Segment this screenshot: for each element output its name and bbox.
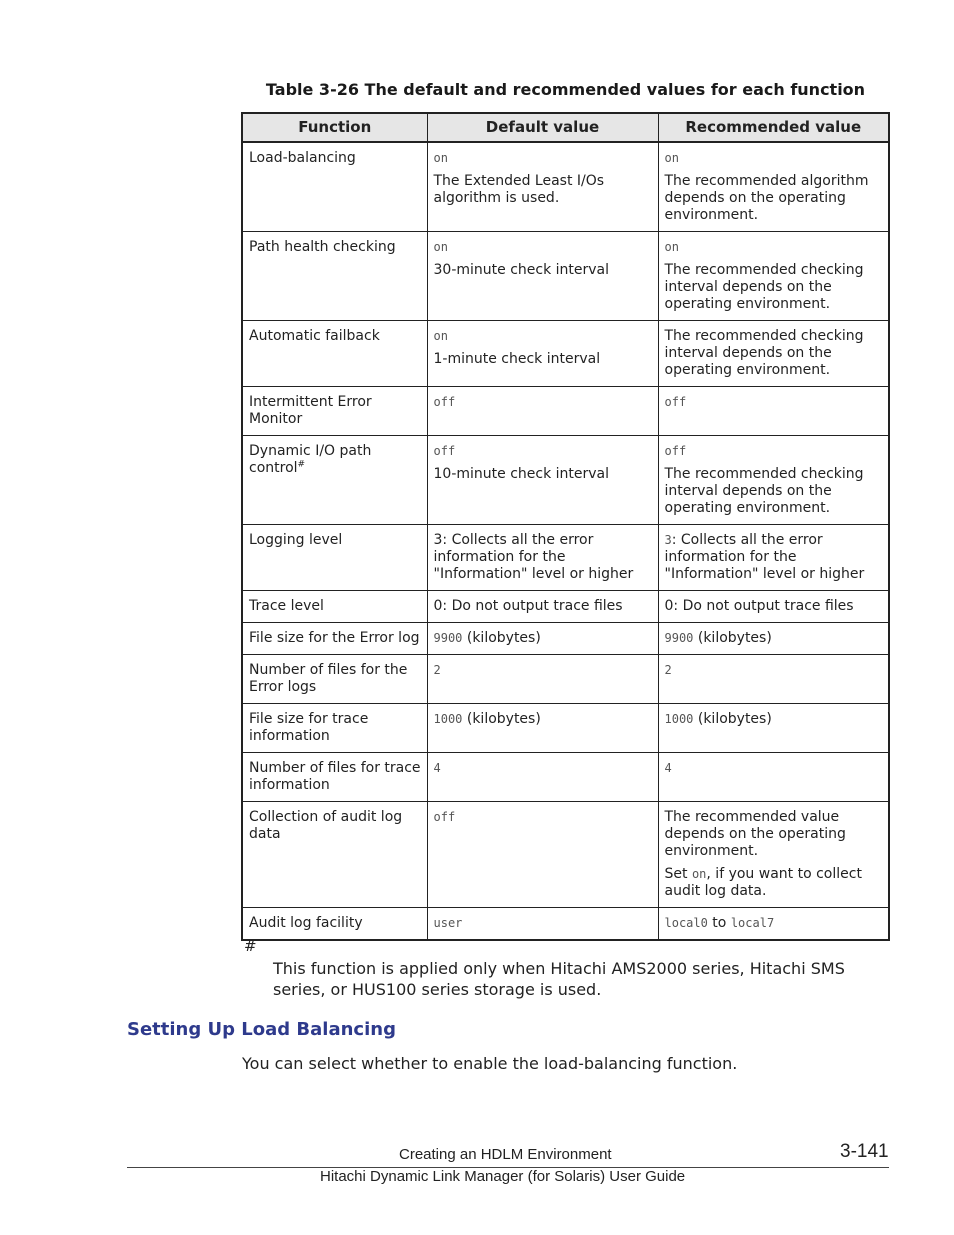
function-name: Dynamic I/O path control xyxy=(249,443,372,476)
cell-paragraph xyxy=(434,630,653,647)
cell-paragraph xyxy=(434,532,653,583)
code-value: off xyxy=(433,810,456,824)
code-value: off xyxy=(433,444,456,458)
cell-default-value xyxy=(427,753,658,802)
table-row xyxy=(242,802,889,908)
cell-default-value xyxy=(427,321,658,387)
text-value: (kilobytes) xyxy=(693,711,772,727)
cell-function xyxy=(242,436,427,525)
cell-paragraph xyxy=(665,662,884,679)
cell-paragraph xyxy=(434,173,653,207)
cell-paragraph xyxy=(434,239,653,256)
text-value: 1-minute check interval xyxy=(433,351,601,367)
cell-function xyxy=(242,704,427,753)
cell-paragraph xyxy=(665,630,884,647)
text-value: The recommended value depends on the operating environment. xyxy=(664,809,846,859)
cell-paragraph xyxy=(434,598,653,615)
table-row xyxy=(242,142,889,232)
cell-paragraph xyxy=(665,262,884,313)
text-value: The recommended checking interval depends on the operating environment. xyxy=(664,328,864,378)
cell-default-value xyxy=(427,525,658,591)
text-value: Set xyxy=(664,866,692,882)
cell-paragraph xyxy=(665,915,884,932)
cell-default-value xyxy=(427,623,658,655)
text-value: 0: Do not output trace files xyxy=(433,598,623,614)
cell-default-value xyxy=(427,232,658,321)
cell-function xyxy=(242,753,427,802)
cell-paragraph xyxy=(665,239,884,256)
cell-paragraph xyxy=(434,760,653,777)
cell-recommended-value xyxy=(658,436,889,525)
text-value: 30-minute check interval xyxy=(433,262,610,278)
function-name: Path health checking xyxy=(249,239,396,255)
code-value: on xyxy=(433,240,448,254)
text-value: 10-minute check interval xyxy=(433,466,610,482)
cell-paragraph xyxy=(665,173,884,224)
footer-guide-title: Hitachi Dynamic Link Manager (for Solaris) User Guide xyxy=(320,1168,686,1185)
code-value: 2 xyxy=(664,663,672,677)
function-name: Trace level xyxy=(249,598,324,614)
code-value: user xyxy=(433,916,463,930)
cell-recommended-value xyxy=(658,655,889,704)
section-body: You can select whether to enable the load-balancing function. xyxy=(242,1054,738,1073)
cell-function xyxy=(242,591,427,623)
table-row xyxy=(242,655,889,704)
cell-default-value xyxy=(427,591,658,623)
cell-recommended-value xyxy=(658,387,889,436)
cell-paragraph xyxy=(665,866,884,900)
code-value: on xyxy=(433,329,448,343)
code-value: 4 xyxy=(433,761,441,775)
table-body xyxy=(242,142,889,940)
table-row xyxy=(242,591,889,623)
cell-paragraph xyxy=(434,466,653,483)
cell-function xyxy=(242,908,427,941)
page-number: 3-141 xyxy=(840,1141,889,1162)
cell-paragraph xyxy=(665,760,884,777)
table-row xyxy=(242,525,889,591)
section-heading: Setting Up Load Balancing xyxy=(127,1019,396,1040)
function-name: Number of files for trace information xyxy=(249,760,421,793)
cell-paragraph xyxy=(434,150,653,167)
code-value: 2 xyxy=(433,663,441,677)
table-row xyxy=(242,623,889,655)
text-value: The recommended algorithm depends on the operating environment. xyxy=(664,173,869,223)
code-value: on xyxy=(433,151,448,165)
cell-paragraph xyxy=(665,809,884,860)
cell-recommended-value xyxy=(658,142,889,232)
code-value: local0 xyxy=(664,916,708,930)
cell-recommended-value xyxy=(658,591,889,623)
text-value: (kilobytes) xyxy=(462,630,541,646)
code-value: 4 xyxy=(664,761,672,775)
cell-function xyxy=(242,387,427,436)
function-name: Collection of audit log data xyxy=(249,809,403,842)
table-row xyxy=(242,436,889,525)
code-value: on xyxy=(664,151,679,165)
cell-function xyxy=(242,321,427,387)
footnote-mark: # xyxy=(244,937,257,955)
cell-paragraph xyxy=(665,466,884,517)
footer-chapter: Creating an HDLM Environment xyxy=(399,1146,612,1163)
cell-recommended-value xyxy=(658,232,889,321)
cell-paragraph xyxy=(434,328,653,345)
cell-default-value xyxy=(427,142,658,232)
table-row xyxy=(242,908,889,941)
code-value: on xyxy=(691,867,707,881)
cell-function xyxy=(242,232,427,321)
cell-recommended-value xyxy=(658,753,889,802)
code-value: 1000 xyxy=(433,712,463,726)
cell-default-value xyxy=(427,655,658,704)
cell-default-value xyxy=(427,436,658,525)
cell-default-value xyxy=(427,704,658,753)
cell-paragraph xyxy=(434,809,653,826)
function-name: Logging level xyxy=(249,532,343,548)
function-name: File size for the Error log xyxy=(249,630,420,646)
code-value: off xyxy=(664,395,687,409)
cell-default-value xyxy=(427,908,658,941)
code-value: on xyxy=(664,240,679,254)
code-value: off xyxy=(664,444,687,458)
table-caption: Table 3-26 The default and recommended values for each function xyxy=(265,80,866,99)
text-value: 3: Collects all the error information for the "Information" level or higher xyxy=(433,532,634,582)
cell-recommended-value xyxy=(658,321,889,387)
table-row xyxy=(242,232,889,321)
text-value: (kilobytes) xyxy=(693,630,772,646)
footnote-text: This function is applied only when Hitachi AMS2000 series, Hitachi SMS series, or HUS100 series storage is used. xyxy=(273,959,845,999)
code-value: local7 xyxy=(730,916,775,930)
cell-paragraph xyxy=(665,443,884,460)
cell-function xyxy=(242,623,427,655)
text-value: The recommended checking interval depends on the operating environment. xyxy=(664,262,864,312)
cell-default-value xyxy=(427,802,658,908)
code-value: 9900 xyxy=(433,631,463,645)
cell-function xyxy=(242,142,427,232)
cell-recommended-value xyxy=(658,623,889,655)
text-value: The recommended checking interval depends on the operating environment. xyxy=(664,466,864,516)
cell-paragraph xyxy=(434,915,653,932)
code-value: 1000 xyxy=(664,712,694,726)
code-value: off xyxy=(433,395,456,409)
cell-function xyxy=(242,655,427,704)
cell-paragraph xyxy=(665,532,884,583)
text-value: (kilobytes) xyxy=(462,711,541,727)
text-value: , if you want to collect audit log data. xyxy=(664,866,862,899)
cell-recommended-value xyxy=(658,704,889,753)
cell-paragraph xyxy=(434,394,653,411)
cell-function xyxy=(242,525,427,591)
cell-paragraph xyxy=(434,662,653,679)
table-header-row xyxy=(242,113,889,142)
cell-paragraph xyxy=(434,711,653,728)
cell-recommended-value xyxy=(658,802,889,908)
cell-paragraph xyxy=(665,394,884,411)
function-name: Load-balancing xyxy=(249,150,356,166)
cell-paragraph xyxy=(434,443,653,460)
cell-paragraph xyxy=(665,328,884,379)
defaults-table xyxy=(241,112,890,941)
code-value: 3 xyxy=(664,533,672,547)
function-name: Number of files for the Error logs xyxy=(249,662,408,695)
cell-paragraph xyxy=(665,150,884,167)
function-name: Automatic failback xyxy=(249,328,380,344)
table-row xyxy=(242,321,889,387)
table-row xyxy=(242,753,889,802)
cell-recommended-value xyxy=(658,908,889,941)
function-name: Intermittent Error Monitor xyxy=(249,394,372,427)
cell-function xyxy=(242,802,427,908)
column-header-recommended: Recommended value xyxy=(658,113,889,142)
cell-default-value xyxy=(427,387,658,436)
footnote-ref: # xyxy=(297,459,306,470)
column-header-function: Function xyxy=(242,113,427,142)
text-value: The Extended Least I/Os algorithm is used. xyxy=(433,173,605,206)
text-value: : Collects all the error information for the "Information" level or higher xyxy=(664,532,865,582)
table-row xyxy=(242,387,889,436)
function-name: File size for trace information xyxy=(249,711,369,744)
text-value: to xyxy=(707,915,731,931)
function-name: Audit log facility xyxy=(249,915,363,931)
cell-paragraph xyxy=(434,351,653,368)
cell-paragraph xyxy=(434,262,653,279)
cell-recommended-value xyxy=(658,525,889,591)
cell-paragraph xyxy=(665,711,884,728)
column-header-default: Default value xyxy=(427,113,658,142)
code-value: 9900 xyxy=(664,631,694,645)
cell-paragraph xyxy=(665,598,884,615)
table-row xyxy=(242,704,889,753)
text-value: 0: Do not output trace files xyxy=(664,598,854,614)
